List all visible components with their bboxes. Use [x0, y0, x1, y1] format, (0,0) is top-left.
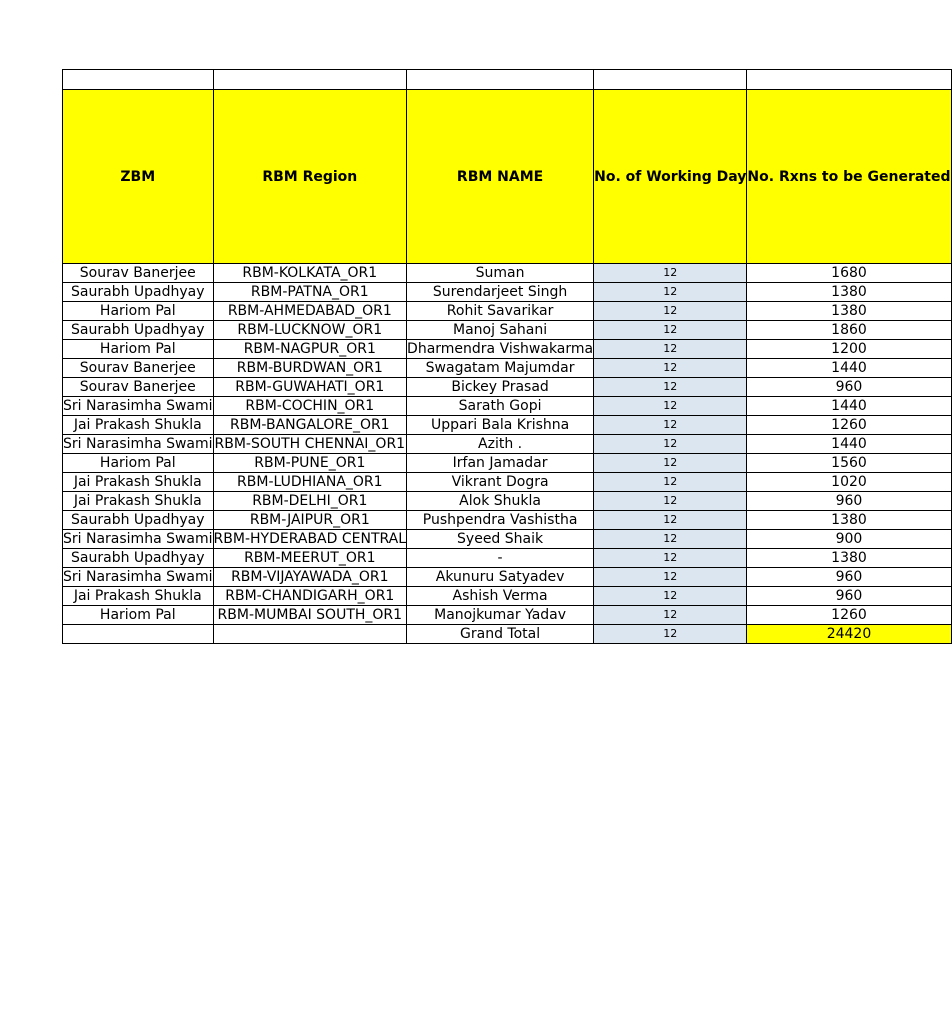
- zbm-cell: [63, 530, 214, 549]
- working-day-cell: 12: [594, 435, 747, 454]
- rbm-region-cell-text: RBM-BANGALORE_OR1: [230, 417, 390, 433]
- table-row: [63, 397, 952, 416]
- rbm-region-cell-text: RBM-PUNE_OR1: [254, 455, 366, 471]
- rbm-name-cell-text: Pushpendra Vashistha: [422, 512, 578, 528]
- zbm-cell: [63, 340, 214, 359]
- table-row: [63, 264, 952, 283]
- rxns-cell: 1680: [747, 264, 951, 283]
- grand-total-row: [63, 625, 952, 644]
- header-rbm-name: RBM NAME: [407, 90, 594, 264]
- working-day-cell: 12: [594, 568, 747, 587]
- working-day-cell: 12: [594, 264, 747, 283]
- rxns-cell: 1860: [747, 321, 951, 340]
- zbm-cell: [63, 321, 214, 340]
- zbm-cell: [63, 492, 214, 511]
- zbm-cell: [63, 283, 214, 302]
- table-row: [63, 492, 952, 511]
- working-day-cell: 12: [594, 492, 747, 511]
- empty-space: [594, 70, 747, 90]
- rbm-name-cell: [407, 340, 594, 359]
- blank-cell: [63, 70, 214, 90]
- table-row: [63, 435, 952, 454]
- rbm-name-cell: [407, 283, 594, 302]
- zbm-cell-text: Jai Prakash Shukla: [73, 493, 202, 509]
- rbm-region-cell-text: RBM-LUDHIANA_OR1: [237, 474, 383, 490]
- zbm-cell-text: Sri Narasimha Swami: [63, 436, 213, 452]
- header-zbm: ZBM: [63, 90, 214, 264]
- header-row: [63, 90, 952, 264]
- rbm-name-cell: [407, 549, 594, 568]
- grand-total-label-text: Grand Total: [460, 626, 541, 642]
- zbm-cell-text: Jai Prakash Shukla: [73, 417, 202, 433]
- blank-row: [63, 70, 952, 90]
- rxns-cell: 1380: [747, 302, 951, 321]
- working-day-cell: 12: [594, 378, 747, 397]
- rbm-region-cell: [213, 321, 407, 340]
- rbm-region-cell-text: RBM-CHANDIGARH_OR1: [225, 588, 395, 604]
- working-day-cell: 12: [594, 321, 747, 340]
- table-row: [63, 340, 952, 359]
- rbm-name-cell-text: Dharmendra Vishwakarma: [407, 341, 594, 357]
- zbm-cell: [63, 568, 214, 587]
- rxns-cell: 1260: [747, 606, 951, 625]
- table-row: [63, 606, 952, 625]
- rbm-name-cell: [407, 511, 594, 530]
- zbm-cell: [63, 587, 214, 606]
- grand-total-days: 12: [594, 625, 747, 644]
- rxns-cell: 1380: [747, 283, 951, 302]
- rbm-region-cell: [213, 454, 407, 473]
- rbm-region-cell: [213, 492, 407, 511]
- grand-total-empty-cell: [63, 625, 214, 644]
- zbm-cell: [63, 435, 214, 454]
- rbm-region-cell-text: RBM-NAGPUR_OR1: [243, 341, 376, 357]
- rbm-name-cell-text: Surendarjeet Singh: [432, 284, 568, 300]
- table-row: [63, 587, 952, 606]
- zbm-cell: [63, 511, 214, 530]
- table-row: [63, 568, 952, 587]
- zbm-cell-text: Sri Narasimha Swami: [63, 569, 213, 585]
- rbm-region-cell-text: RBM-AHMEDABAD_OR1: [227, 303, 392, 319]
- rbm-region-cell-text: RBM-JAIPUR_OR1: [249, 512, 370, 528]
- rxns-cell: 960: [747, 492, 951, 511]
- table-row: [63, 321, 952, 340]
- zbm-cell-text: Sourav Banerjee: [79, 379, 196, 395]
- empty-space: [747, 70, 951, 90]
- table-row: [63, 416, 952, 435]
- table-row: [63, 511, 952, 530]
- header-working-day: No. of Working Day: [594, 90, 747, 264]
- rbm-name-cell: [407, 606, 594, 625]
- table-row: [63, 530, 952, 549]
- rbm-region-cell: [213, 359, 407, 378]
- table-row: [63, 549, 952, 568]
- rbm-name-cell-text: Bickey Prasad: [451, 379, 549, 395]
- rbm-region-cell-text: RBM-PATNA_OR1: [250, 284, 369, 300]
- rbm-region-cell: [213, 416, 407, 435]
- rbm-region-cell: [213, 473, 407, 492]
- working-day-cell: 12: [594, 397, 747, 416]
- working-day-cell: 12: [594, 340, 747, 359]
- working-day-cell: 12: [594, 302, 747, 321]
- rbm-name-cell: [407, 492, 594, 511]
- zbm-cell: [63, 549, 214, 568]
- rbm-region-cell: [213, 587, 407, 606]
- rbm-name-cell-text: -: [497, 550, 503, 566]
- zbm-cell-text: Saurabh Upadhyay: [71, 322, 205, 338]
- zbm-cell: [63, 302, 214, 321]
- rbm-name-cell-text: Suman: [475, 265, 525, 281]
- rbm-region-cell: [213, 264, 407, 283]
- zbm-cell-text: Hariom Pal: [99, 303, 176, 319]
- rbm-region-cell: [213, 435, 407, 454]
- rbm-name-cell-text: Sarath Gopi: [458, 398, 542, 414]
- rbm-region-cell-text: RBM-VIJAYAWADA_OR1: [231, 569, 389, 585]
- rbm-name-cell-text: Swagatam Majumdar: [425, 360, 575, 376]
- rxns-cell: 1440: [747, 397, 951, 416]
- zbm-cell: [63, 454, 214, 473]
- rxns-cell: 1260: [747, 416, 951, 435]
- rxns-cell: 1440: [747, 435, 951, 454]
- rbm-region-cell-text: RBM-SOUTH CHENNAI_OR1: [214, 436, 406, 452]
- rbm-name-cell: [407, 568, 594, 587]
- grand-total-value: 24420: [747, 625, 951, 644]
- header-rxns: No. Rxns to be Generated: [747, 90, 951, 264]
- zbm-cell-text: Jai Prakash Shukla: [73, 474, 202, 490]
- rbm-name-cell-text: Ashish Verma: [452, 588, 548, 604]
- rxns-cell: 960: [747, 587, 951, 606]
- working-day-cell: 12: [594, 530, 747, 549]
- blank-cell: [213, 70, 407, 90]
- working-day-cell: 12: [594, 359, 747, 378]
- rxns-cell: 960: [747, 378, 951, 397]
- working-day-cell: 12: [594, 473, 747, 492]
- working-day-cell: 12: [594, 511, 747, 530]
- working-day-cell: 12: [594, 454, 747, 473]
- working-day-cell: 12: [594, 283, 747, 302]
- zbm-cell: [63, 473, 214, 492]
- rbm-name-cell-text: Alok Shukla: [459, 493, 541, 509]
- rbm-region-cell-text: RBM-KOLKATA_OR1: [242, 265, 378, 281]
- zbm-cell: [63, 359, 214, 378]
- rbm-region-cell: [213, 511, 407, 530]
- rbm-region-cell-text: RBM-HYDERABAD CENTRAL: [213, 531, 407, 547]
- table-row: [63, 359, 952, 378]
- rbm-name-cell-text: Manoj Sahani: [453, 322, 548, 338]
- rbm-name-cell-text: Vikrant Dogra: [451, 474, 549, 490]
- table-row: [63, 302, 952, 321]
- rbm-region-cell-text: RBM-DELHI_OR1: [252, 493, 368, 509]
- working-day-cell: 12: [594, 549, 747, 568]
- rbm-name-cell-text: Uppari Bala Krishna: [430, 417, 570, 433]
- rbm-name-cell: [407, 530, 594, 549]
- working-day-cell: 12: [594, 587, 747, 606]
- rbm-region-cell-text: RBM-LUCKNOW_OR1: [237, 322, 383, 338]
- rxns-cell: 900: [747, 530, 951, 549]
- rbm-name-cell: [407, 378, 594, 397]
- rbm-name-cell: [407, 473, 594, 492]
- table-row: [63, 378, 952, 397]
- zbm-cell-text: Hariom Pal: [99, 341, 176, 357]
- rbm-region-cell: [213, 549, 407, 568]
- blank-cell: [407, 70, 594, 90]
- rxns-cell: 1020: [747, 473, 951, 492]
- rbm-region-cell-text: RBM-COCHIN_OR1: [245, 398, 375, 414]
- rbm-name-cell: [407, 435, 594, 454]
- rbm-region-cell: [213, 530, 407, 549]
- rbm-region-cell-text: RBM-MEERUT_OR1: [244, 550, 376, 566]
- rbm-target-table: [62, 69, 952, 644]
- zbm-cell-text: Sourav Banerjee: [79, 360, 196, 376]
- rbm-region-cell: [213, 340, 407, 359]
- rbm-name-cell: [407, 416, 594, 435]
- rbm-name-cell-text: Rohit Savarikar: [446, 303, 554, 319]
- grand-total-empty-cell: [213, 625, 407, 644]
- zbm-cell-text: Sri Narasimha Swami: [63, 398, 213, 414]
- zbm-cell: [63, 264, 214, 283]
- working-day-cell: 12: [594, 606, 747, 625]
- rbm-name-cell: [407, 454, 594, 473]
- rbm-name-cell: [407, 359, 594, 378]
- grand-total-label: [407, 625, 594, 644]
- rbm-name-cell-text: Akunuru Satyadev: [435, 569, 565, 585]
- rbm-name-cell-text: Irfan Jamadar: [452, 455, 548, 471]
- zbm-cell-text: Saurabh Upadhyay: [71, 284, 205, 300]
- rbm-region-cell: [213, 302, 407, 321]
- rxns-cell: 1440: [747, 359, 951, 378]
- rbm-name-cell: [407, 321, 594, 340]
- rbm-name-cell: [407, 397, 594, 416]
- zbm-cell-text: Sourav Banerjee: [79, 265, 196, 281]
- header-rbm-region: RBM Region: [213, 90, 407, 264]
- zbm-cell-text: Sri Narasimha Swami: [63, 531, 213, 547]
- rbm-region-cell: [213, 568, 407, 587]
- working-day-cell: 12: [594, 416, 747, 435]
- rbm-region-cell: [213, 606, 407, 625]
- zbm-cell-text: Saurabh Upadhyay: [71, 550, 205, 566]
- rxns-cell: 1560: [747, 454, 951, 473]
- rbm-name-cell-text: Manojkumar Yadav: [434, 607, 567, 623]
- zbm-cell-text: Saurabh Upadhyay: [71, 512, 205, 528]
- rbm-region-cell: [213, 283, 407, 302]
- rbm-region-cell-text: RBM-BURDWAN_OR1: [236, 360, 383, 376]
- rxns-cell: 1200: [747, 340, 951, 359]
- zbm-cell-text: Hariom Pal: [99, 607, 176, 623]
- zbm-cell: [63, 416, 214, 435]
- zbm-cell: [63, 378, 214, 397]
- table-row: [63, 283, 952, 302]
- zbm-cell-text: Jai Prakash Shukla: [73, 588, 202, 604]
- table-row: [63, 473, 952, 492]
- rxns-cell: 1380: [747, 549, 951, 568]
- rxns-cell: 960: [747, 568, 951, 587]
- zbm-cell-text: Hariom Pal: [99, 455, 176, 471]
- zbm-cell: [63, 606, 214, 625]
- rbm-name-cell: [407, 302, 594, 321]
- rbm-region-cell-text: RBM-MUMBAI SOUTH_OR1: [217, 607, 403, 623]
- rbm-name-cell: [407, 587, 594, 606]
- rbm-name-cell-text: Syeed Shaik: [457, 531, 544, 547]
- table-row: [63, 454, 952, 473]
- rbm-name-cell-text: Azith .: [478, 436, 523, 452]
- rbm-region-cell-text: RBM-GUWAHATI_OR1: [235, 379, 385, 395]
- zbm-cell: [63, 397, 214, 416]
- rbm-region-cell: [213, 378, 407, 397]
- rxns-cell: 1380: [747, 511, 951, 530]
- rbm-name-cell: [407, 264, 594, 283]
- rbm-region-cell: [213, 397, 407, 416]
